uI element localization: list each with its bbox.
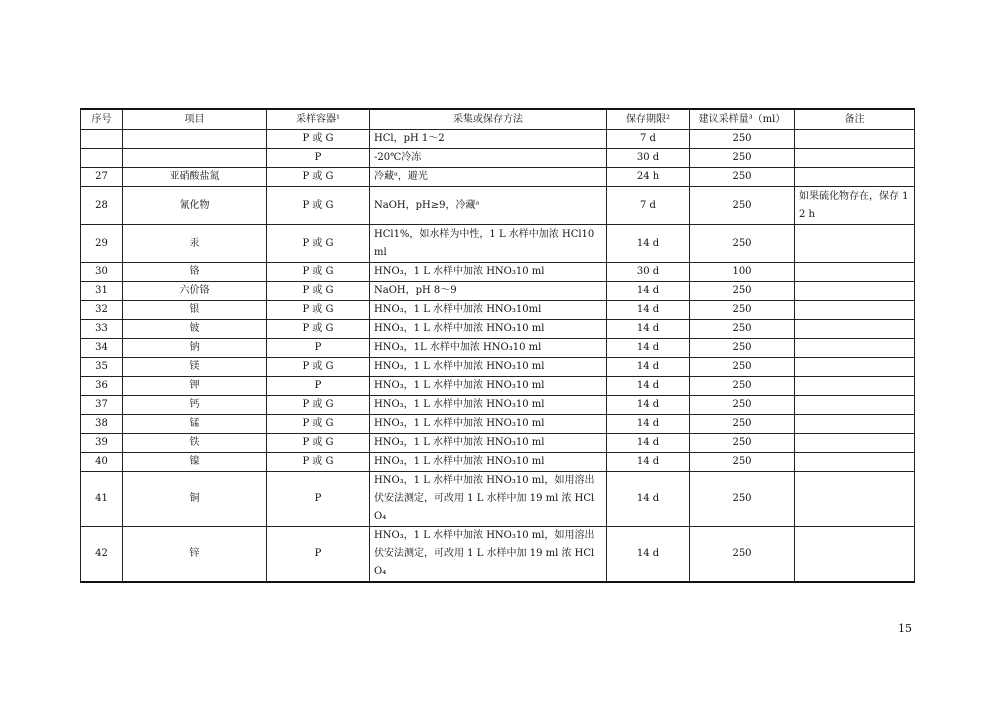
- table-row: [81, 415, 915, 434]
- row-note: [795, 225, 915, 263]
- col-header-container: 采样容器¹: [267, 109, 370, 130]
- row-no: 36: [81, 377, 123, 396]
- row-item: 亚硝酸盐氮: [123, 168, 267, 187]
- row-item: 铜: [123, 472, 267, 527]
- row-note: [795, 453, 915, 472]
- row-note: [795, 130, 915, 149]
- row-note: [795, 472, 915, 527]
- row-note: [795, 396, 915, 415]
- table-row: [81, 377, 915, 396]
- table-row: [81, 434, 915, 453]
- table-body: [81, 130, 915, 583]
- row-period: 14 d: [607, 434, 690, 453]
- row-note: 如果硫化物存在，保存 12 h: [795, 187, 915, 225]
- row-period: 14 d: [607, 339, 690, 358]
- row-period: 14 d: [607, 527, 690, 583]
- row-container: P 或 G: [267, 263, 370, 282]
- row-method: NaOH，pH≥9，冷藏ᵃ: [370, 187, 607, 225]
- row-method: HNO₃，1 L 水样中加浓 HNO₃10 ml: [370, 434, 607, 453]
- col-header-note: 备注: [795, 109, 915, 130]
- row-item: 钾: [123, 377, 267, 396]
- row-method: HNO₃，1 L 水样中加浓 HNO₃10 ml: [370, 358, 607, 377]
- row-item: 氰化物: [123, 187, 267, 225]
- row-note: [795, 320, 915, 339]
- row-period: 14 d: [607, 377, 690, 396]
- col-header-item: 项目: [123, 109, 267, 130]
- row-item: 铬: [123, 263, 267, 282]
- table-row: [81, 396, 915, 415]
- row-note: [795, 301, 915, 320]
- row-method: HNO₃，1 L 水样中加浓 HNO₃10 ml: [370, 453, 607, 472]
- row-volume: 250: [690, 225, 795, 263]
- table-row: [81, 149, 915, 168]
- row-volume: 250: [690, 339, 795, 358]
- row-volume: 250: [690, 282, 795, 301]
- col-header-volume: 建议采样量³（ml）: [690, 109, 795, 130]
- row-method: HNO₃，1 L 水样中加浓 HNO₃10 ml: [370, 320, 607, 339]
- row-method: NaOH，pH 8～9: [370, 282, 607, 301]
- row-item: [123, 130, 267, 149]
- row-method: HNO₃，1 L 水样中加浓 HNO₃10 ml: [370, 377, 607, 396]
- row-volume: 250: [690, 527, 795, 583]
- row-period: 14 d: [607, 472, 690, 527]
- row-container: P 或 G: [267, 396, 370, 415]
- row-method: HNO₃，1 L 水样中加浓 HNO₃10 ml，如用溶出伏安法测定，可改用 1 L 水样中加 19 ml 浓 HClO₄: [370, 527, 607, 583]
- table-row: [81, 282, 915, 301]
- row-volume: 250: [690, 358, 795, 377]
- row-period: 14 d: [607, 282, 690, 301]
- row-volume: 100: [690, 263, 795, 282]
- table-row: [81, 263, 915, 282]
- row-no: 38: [81, 415, 123, 434]
- row-container: P 或 G: [267, 358, 370, 377]
- row-volume: 250: [690, 187, 795, 225]
- row-container: P 或 G: [267, 187, 370, 225]
- row-note: [795, 149, 915, 168]
- row-no: 32: [81, 301, 123, 320]
- row-period: 14 d: [607, 225, 690, 263]
- row-method: HNO₃，1L 水样中加浓 HNO₃10 ml: [370, 339, 607, 358]
- row-item: 钙: [123, 396, 267, 415]
- row-item: 锌: [123, 527, 267, 583]
- row-no: 34: [81, 339, 123, 358]
- row-item: 六价铬: [123, 282, 267, 301]
- row-container: P 或 G: [267, 225, 370, 263]
- row-item: 铁: [123, 434, 267, 453]
- row-volume: 250: [690, 320, 795, 339]
- row-container: P 或 G: [267, 301, 370, 320]
- row-no: [81, 130, 123, 149]
- page-number: 15: [898, 622, 912, 635]
- row-period: 14 d: [607, 320, 690, 339]
- row-period: 30 d: [607, 263, 690, 282]
- row-container: P: [267, 339, 370, 358]
- row-no: 40: [81, 453, 123, 472]
- table-row: [81, 453, 915, 472]
- row-container: P 或 G: [267, 168, 370, 187]
- row-method: HNO₃，1 L 水样中加浓 HNO₃10ml: [370, 301, 607, 320]
- row-volume: 250: [690, 377, 795, 396]
- row-container: P: [267, 149, 370, 168]
- row-note: [795, 358, 915, 377]
- row-container: P 或 G: [267, 320, 370, 339]
- row-item: 镍: [123, 453, 267, 472]
- row-container: P: [267, 377, 370, 396]
- row-method: HCl，pH 1～2: [370, 130, 607, 149]
- row-method: HNO₃，1 L 水样中加浓 HNO₃10 ml，如用溶出伏安法测定，可改用 1 L 水样中加 19 ml 浓 HClO₄: [370, 472, 607, 527]
- row-no: 28: [81, 187, 123, 225]
- row-method: 冷藏ᵃ，避光: [370, 168, 607, 187]
- row-no: 39: [81, 434, 123, 453]
- table-row: [81, 320, 915, 339]
- row-period: 14 d: [607, 396, 690, 415]
- row-volume: 250: [690, 149, 795, 168]
- row-item: 钠: [123, 339, 267, 358]
- table-row: [81, 339, 915, 358]
- col-header-no: 序号: [81, 109, 123, 130]
- row-item: [123, 149, 267, 168]
- table-row: [81, 527, 915, 583]
- row-no: 41: [81, 472, 123, 527]
- row-period: 7 d: [607, 130, 690, 149]
- row-volume: 250: [690, 415, 795, 434]
- row-container: P 或 G: [267, 453, 370, 472]
- table-row: [81, 187, 915, 225]
- row-volume: 250: [690, 301, 795, 320]
- row-volume: 250: [690, 472, 795, 527]
- table-row: [81, 130, 915, 149]
- row-note: [795, 415, 915, 434]
- row-method: HNO₃，1 L 水样中加浓 HNO₃10 ml: [370, 415, 607, 434]
- row-period: 14 d: [607, 415, 690, 434]
- row-volume: 250: [690, 396, 795, 415]
- row-note: [795, 527, 915, 583]
- row-item: 银: [123, 301, 267, 320]
- row-period: 14 d: [607, 301, 690, 320]
- table-row: [81, 358, 915, 377]
- row-period: 30 d: [607, 149, 690, 168]
- row-note: [795, 434, 915, 453]
- row-container: P 或 G: [267, 415, 370, 434]
- row-note: [795, 339, 915, 358]
- row-container: P: [267, 472, 370, 527]
- col-header-method: 采集或保存方法: [370, 109, 607, 130]
- row-note: [795, 377, 915, 396]
- row-note: [795, 168, 915, 187]
- row-period: 14 d: [607, 453, 690, 472]
- row-container: P 或 G: [267, 434, 370, 453]
- col-header-period: 保存期限²: [607, 109, 690, 130]
- row-item: 铍: [123, 320, 267, 339]
- table-row: [81, 472, 915, 527]
- table-row: [81, 225, 915, 263]
- row-no: 27: [81, 168, 123, 187]
- row-volume: 250: [690, 130, 795, 149]
- row-method: -20℃冷冻: [370, 149, 607, 168]
- row-volume: 250: [690, 168, 795, 187]
- table-header-row: [81, 109, 915, 130]
- row-no: 29: [81, 225, 123, 263]
- row-item: 汞: [123, 225, 267, 263]
- row-volume: 250: [690, 434, 795, 453]
- row-no: 35: [81, 358, 123, 377]
- row-item: 锰: [123, 415, 267, 434]
- row-no: 37: [81, 396, 123, 415]
- row-period: 24 h: [607, 168, 690, 187]
- table-row: [81, 168, 915, 187]
- row-no: [81, 149, 123, 168]
- row-container: P 或 G: [267, 130, 370, 149]
- row-note: [795, 282, 915, 301]
- row-no: 30: [81, 263, 123, 282]
- row-no: 42: [81, 527, 123, 583]
- row-note: [795, 263, 915, 282]
- row-no: 31: [81, 282, 123, 301]
- row-no: 33: [81, 320, 123, 339]
- row-period: 14 d: [607, 358, 690, 377]
- row-method: HNO₃，1 L 水样中加浓 HNO₃10 ml: [370, 263, 607, 282]
- row-period: 7 d: [607, 187, 690, 225]
- row-method: HNO₃，1 L 水样中加浓 HNO₃10 ml: [370, 396, 607, 415]
- row-method: HCl1%，如水样为中性，1 L 水样中加浓 HCl10 ml: [370, 225, 607, 263]
- row-volume: 250: [690, 453, 795, 472]
- sampling-preservation-table: [80, 108, 915, 583]
- table-row: [81, 301, 915, 320]
- row-container: P: [267, 527, 370, 583]
- row-container: P 或 G: [267, 282, 370, 301]
- row-item: 镁: [123, 358, 267, 377]
